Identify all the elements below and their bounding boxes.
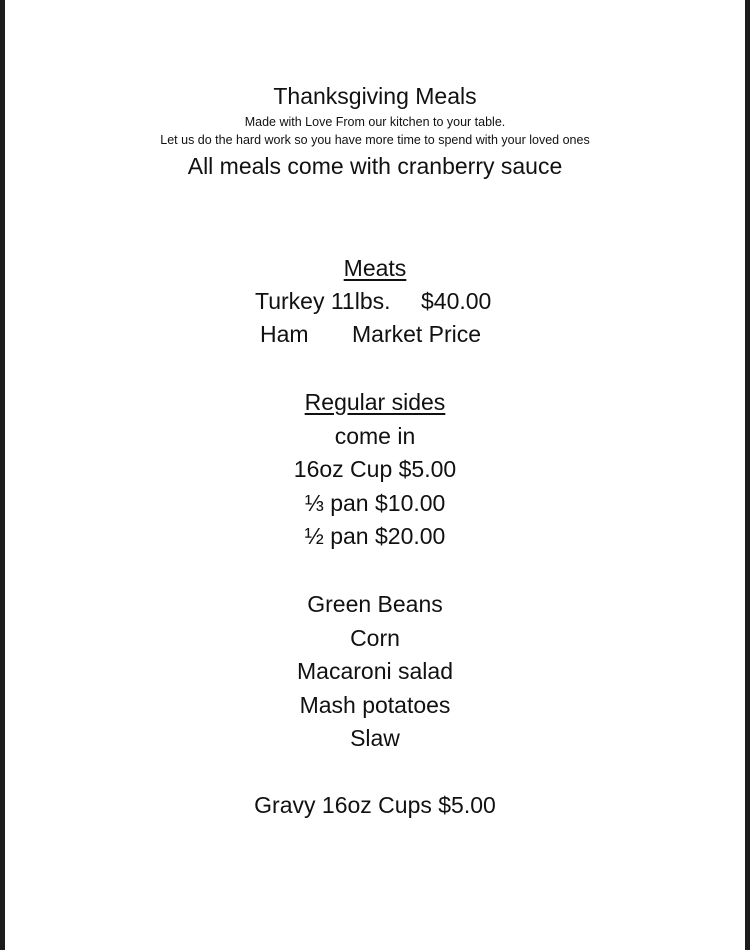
side-item: Slaw [350, 725, 400, 751]
ham-price: Market Price [352, 321, 482, 347]
regular-sides-heading-text: Regular sides [304, 389, 446, 415]
meats-heading-text: Meats [343, 255, 407, 281]
side-item: Mash potatoes [299, 692, 451, 718]
menu-subtitle-secondary: Let us do the hard work so you have more time to spend with your loved ones [160, 133, 590, 147]
menu-item-turkey [5, 290, 745, 315]
side-item: Macaroni salad [297, 658, 453, 684]
cranberry-note: All meals come with cranberry sauce [187, 153, 563, 179]
sides-intro: come in [334, 423, 416, 449]
turkey-price: $40.00 [421, 288, 492, 314]
ham-name: Ham [260, 321, 309, 347]
side-item: Green Beans [307, 591, 443, 617]
regular-sides-heading [5, 391, 745, 414]
menu-page [5, 0, 745, 950]
side-size-third-pan: ⅓ pan $10.00 [304, 490, 446, 516]
side-size-cup: 16oz Cup $5.00 [293, 456, 457, 482]
menu-title: Thanksgiving Meals [273, 83, 477, 109]
gravy-item: Gravy 16oz Cups $5.00 [254, 792, 496, 818]
side-item: Corn [350, 625, 400, 651]
menu-subtitle: Made with Love From our kitchen to your table. [244, 115, 506, 129]
turkey-name: Turkey 11lbs. [255, 288, 391, 314]
meats-heading [5, 257, 745, 280]
side-size-half-pan: ½ pan $20.00 [304, 523, 446, 549]
menu-item-ham [5, 323, 745, 348]
